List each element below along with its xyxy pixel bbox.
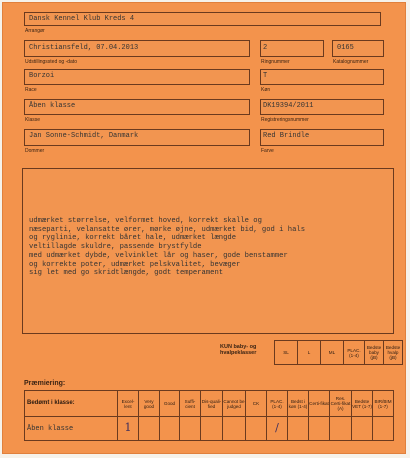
ring-value: 2 (263, 44, 268, 52)
plac-mark: / (275, 421, 279, 434)
kun-col-l: L (298, 341, 321, 365)
cell-good (160, 417, 180, 441)
col-bedst-i-kon: Bedst i køn (1-4) (288, 391, 309, 417)
place-date-label: Udstillingssted og -dato (25, 59, 77, 65)
cell-cannot-be-judged (223, 417, 246, 441)
col-very-good: Very good (139, 391, 160, 417)
col-plac: PLAC. (1-4) (267, 391, 288, 417)
cell-ck (246, 417, 267, 441)
cell-sufficient (180, 417, 201, 441)
entry-class-cell (25, 417, 118, 441)
kun-label: KUN baby- og hvalpeklasser (220, 344, 257, 356)
breed-label: Race (25, 87, 37, 93)
place-date-value: Christiansfeld, 07.04.2013 (29, 44, 139, 52)
kun-col-baby: Bedste baby (jB) (365, 341, 384, 365)
cell-very-good (139, 417, 160, 441)
cell-bir-bim (373, 417, 394, 441)
premiering-title: Præmiering: (24, 380, 66, 387)
judge-value: Jan Sonne-Schmidt, Danmark (29, 132, 139, 140)
sex-value: T (263, 72, 268, 80)
critique-text (29, 217, 399, 278)
kun-col-plac: PLAC. (1-4) (344, 341, 365, 365)
cell-res-certifikat (330, 417, 352, 441)
bedomt-label: Bedømt i klasse: (25, 391, 118, 417)
registration-label: Registreringsnummer (261, 117, 309, 123)
excellent-mark: 1 (124, 421, 132, 434)
kun-table (274, 340, 403, 365)
cell-disqualified (201, 417, 223, 441)
color-label: Farve (261, 148, 274, 154)
ring-field (260, 40, 324, 57)
club-label: Arrangør (25, 28, 45, 34)
kun-col-sl: SL (275, 341, 298, 365)
breed-value: Borzoi (29, 72, 55, 80)
catalog-value: 0165 (337, 44, 354, 52)
col-bir-bim: BIR/BIM (1-7) (373, 391, 394, 417)
cell-excellent (118, 417, 139, 441)
col-ck: CK (246, 391, 267, 417)
sex-label: Køn (261, 87, 271, 93)
registration-value: DK19394/2011 (263, 102, 314, 110)
col-disqualified: Dis-quali-fied (201, 391, 223, 417)
breed-field (24, 69, 250, 85)
premiering-table (24, 390, 394, 441)
cell-certifikat (309, 417, 330, 441)
col-res-certifikat: Res. Certi-fikat (A) (330, 391, 352, 417)
col-bedste-vet: Bedste VET (1-7) (352, 391, 373, 417)
critique-line: næseparti, velansatte ører, mørke øjne, udmærket bid, god i hals (29, 225, 306, 234)
club-value: Dansk Kennel Klub Kreds 4 (29, 15, 135, 23)
critique-line: og korrekte poter, udmærket pelskvalitet, bevæger (29, 260, 241, 269)
col-good: Good (160, 391, 180, 417)
critique-line: sig let med go skridtlængde, godt temperament (29, 269, 224, 278)
col-sufficient: Suffi-cient (180, 391, 201, 417)
judge-label: Dommer (25, 148, 45, 154)
critique-line: med udmærket dybde, velvinklet lår og haser, gode benstammer (29, 251, 288, 260)
cell-bedste-vet (352, 417, 373, 441)
critique-sheet (2, 2, 406, 454)
critique-line: og ryglinie, korrekt båret hale, udmærket længde (29, 234, 237, 243)
cell-bedst-i-kon (288, 417, 309, 441)
class-label: Klasse (25, 117, 41, 123)
kun-col-ml: ML (321, 341, 344, 365)
kun-col-hvalp: Bedste hvalp (jB) (384, 341, 403, 365)
class-value: Åben klasse (29, 102, 76, 110)
catalog-label: Katalognummer (333, 59, 369, 65)
critique-line: veltillagde skuldre, passende brystfylde (29, 243, 202, 252)
critique-line: udmærket størrelse, velformet hoved, korrekt skalle og (29, 217, 262, 225)
col-cannot-be-judged: Cannot be judged (223, 391, 246, 417)
entry-class-value: Åben klasse (27, 424, 74, 433)
col-certifikat: Certi-fikat (309, 391, 330, 417)
cell-plac (267, 417, 288, 441)
color-value: Red Brindle (263, 132, 310, 140)
ring-label: Ringnummer (261, 59, 290, 65)
sex-field (260, 69, 384, 85)
col-excellent: Excel-lent (118, 391, 139, 417)
